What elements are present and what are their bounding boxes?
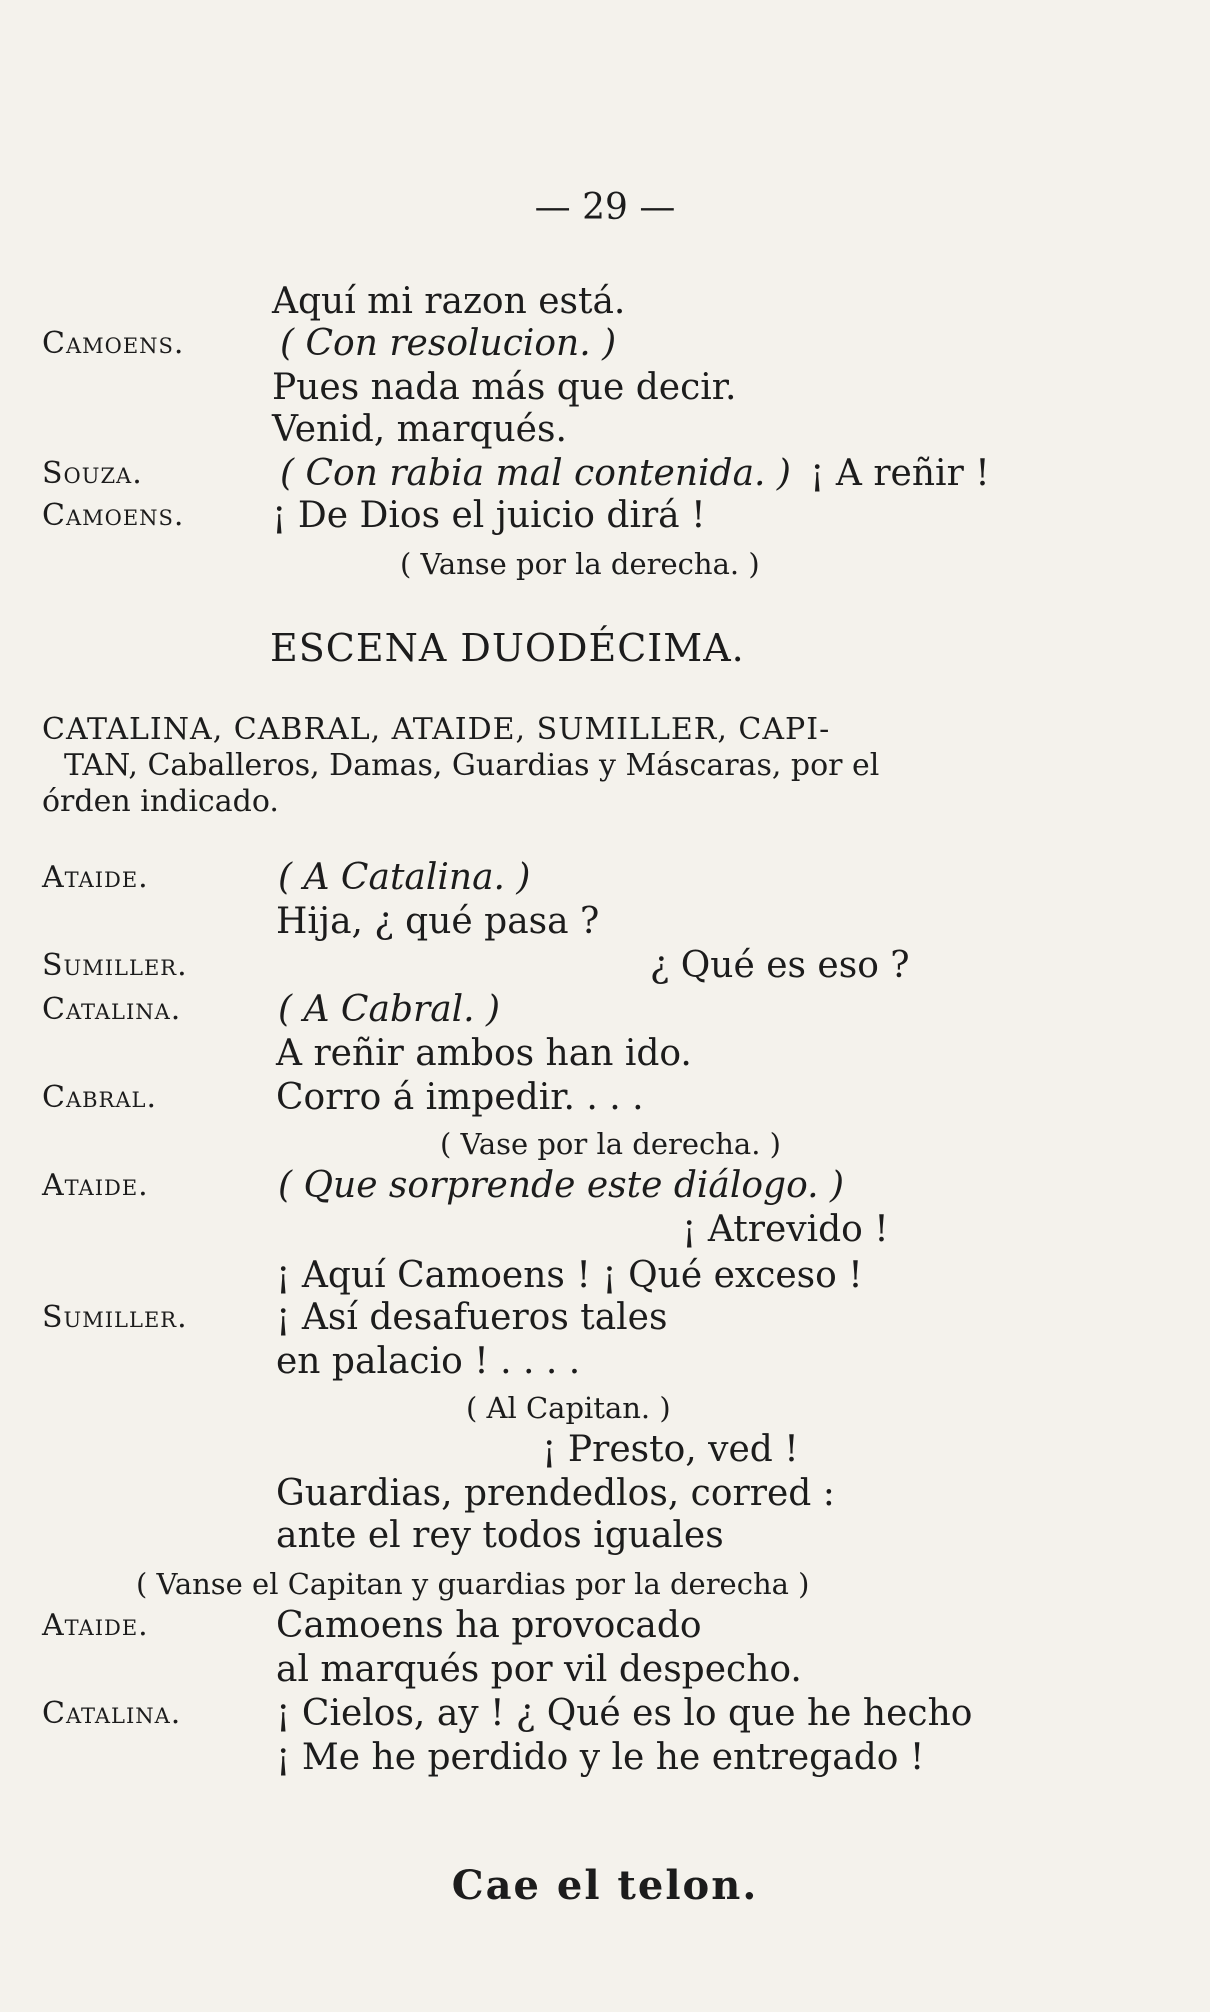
speaker-name: Ataide. [42,1608,149,1643]
cast-list-line: TAN, Caballeros, Damas, Guardias y Máscaras, por el [64,748,880,783]
page-number: — 29 — [534,187,676,228]
curtain-line: Cae el telon. [451,1862,759,1909]
speaker-name: Ataide. [42,1168,149,1203]
verse-line: Corro á impedir. . . . [276,1077,644,1118]
verse-line: ¡ Presto, ved ! [542,1429,799,1470]
verse-line: ¡ Aquí Camoens ! ¡ Qué exceso ! [276,1255,863,1296]
cast-list-line: órden indicado. [42,784,279,819]
verse-line: ¡ Así desafueros tales [276,1297,668,1338]
verse-line: A reñir ambos han ido. [276,1033,692,1074]
speaker-name: Camoens. [42,326,185,361]
stage-direction: ( Que sorprende este diálogo. ) [278,1165,845,1206]
stage-direction: ( Vanse por la derecha. ) [400,547,760,581]
stage-direction: ( Con rabia mal contenida. ) [280,453,791,494]
stage-direction: ( Con resolucion. ) [280,323,617,364]
verse-line: al marqués por vil despecho. [276,1649,802,1690]
verse-line: Hija, ¿ qué pasa ? [276,901,600,942]
cast-list-line: CATALINA, CABRAL, ATAIDE, SUMILLER, CAPI- [42,712,831,747]
speaker-name: Catalina. [42,992,182,1027]
speaker-name: Souza. [42,456,143,491]
speaker-name: Sumiller. [42,948,188,983]
verse-line: Pues nada más que decir. [272,367,737,408]
verse-line: en palacio ! . . . . [276,1341,581,1382]
stage-direction: ( Al Capitan. ) [466,1391,671,1425]
verse-line: ¡ Cielos, ay ! ¿ Qué es lo que he hecho [276,1693,973,1734]
speaker-name: Catalina. [42,1696,182,1731]
verse-line: ante el rey todos iguales [276,1515,724,1556]
verse-line: Camoens ha provocado [276,1605,702,1646]
stage-direction: ( A Catalina. ) [278,857,531,898]
speaker-name: Ataide. [42,860,149,895]
scene-heading: ESCENA DUODÉCIMA. [270,626,745,670]
speaker-name: Cabral. [42,1080,158,1115]
stage-direction: ( Vase por la derecha. ) [440,1127,781,1161]
verse-line: Venid, marqués. [272,409,567,450]
verse-line: ¡ A reñir ! [810,453,990,494]
verse-line: Guardias, prendedlos, corred : [276,1473,835,1514]
speaker-name: Sumiller. [42,1300,188,1335]
stage-direction: ( Vanse el Capitan y guardias por la derecha ) [136,1567,810,1601]
verse-line: ¡ Me he perdido y le he entregado ! [276,1737,925,1778]
verse-line: Aquí mi razon está. [272,281,626,322]
stage-direction: ( A Cabral. ) [278,989,501,1030]
speaker-name: Camoens. [42,498,185,533]
verse-line: ¿ Qué es eso ? [650,945,910,986]
verse-line: ¡ De Dios el juicio dirá ! [272,495,706,536]
verse-line: ¡ Atrevido ! [682,1209,889,1250]
